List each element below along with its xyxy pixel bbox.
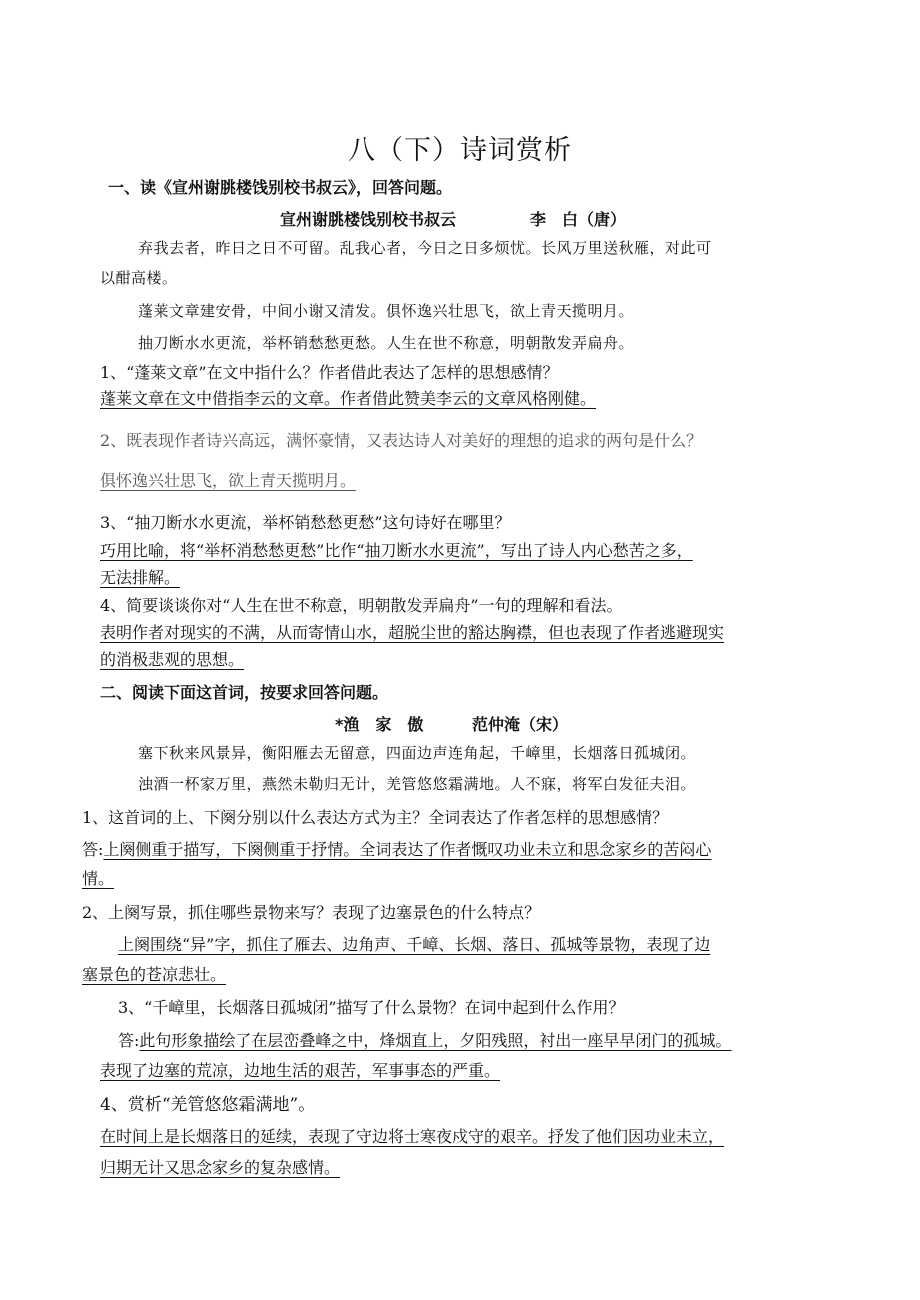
question-1: 1、“蓬莱文章”在文中指什么？作者借此表达了怎样的思想感情？ — [100, 363, 559, 382]
answer-6: 塞景色的苍凉悲壮。 — [82, 965, 227, 984]
page-title: 八（下）诗词赏析 — [348, 135, 572, 166]
poem1-line: 蓬莱文章建安骨，中间小谢又清发。俱怀逸兴壮思飞，欲上青天揽明月。 — [138, 302, 635, 320]
poem1-title: 宣州谢朓楼饯别校书叔云 — [280, 210, 457, 229]
poem2-line: 浊酒一杯家万里，燕然未勒归无计，羌管悠悠霜满地。人不寐，将军白发征夫泪。 — [138, 775, 697, 793]
poem1-line: 以酣高楼。 — [100, 269, 178, 287]
question-2: 2、既表现作者诗兴高远，满怀豪情，又表达诗人对美好的理想的追求的两句是什么？ — [100, 431, 703, 450]
poem1-line: 抽刀断水水更流，举杯销愁愁更愁。人生在世不称意，明朝散发弄扁舟。 — [138, 334, 635, 352]
poem1-author: 李 白（唐） — [530, 210, 627, 229]
section2-heading: 二、阅读下面这首词，按要求回答问题。 — [100, 683, 389, 702]
poem2-line: 塞下秋来风景异，衡阳雁去无留意，四面边声连角起，千嶂里，长烟落日孤城闭。 — [138, 744, 697, 762]
question-4: 4、简要谈谈你对“人生在世不称意，明朝散发弄扁舟”一句的理解和看法。 — [100, 596, 623, 615]
question-8: 4、赏析“羌管悠悠霜满地”。 — [100, 1095, 316, 1115]
answer-7: 此句形象描绘了在层峦叠峰之中，烽烟直上，夕阳残照，衬出一座早早闭门的孤城。 — [139, 1031, 732, 1050]
poem2-title: *渔 家 傲 — [335, 715, 424, 734]
answer-5: 情。 — [82, 869, 115, 888]
answer-1: 蓬莱文章在文中借指李云的文章。作者借此赞美李云的文章风格刚健。 — [100, 389, 597, 408]
answer-3: 巧用比喻，将“举杯消愁愁更愁”比作“抽刀断水水更流”，写出了诗人内心愁苦之多， — [100, 541, 693, 560]
answer-4: 表明作者对现实的不满，从而寄情山水，超脱尘世的豁达胸襟，但也表现了作者逃避现实 — [100, 623, 725, 642]
answer-8: 在时间上是长烟落日的延续，表现了守边将士寒夜戍守的艰辛。抒发了他们因功业未立， — [100, 1127, 725, 1146]
answer-8: 归期无计又思念家乡的复杂感情。 — [100, 1158, 341, 1177]
answer-prefix: 答: — [118, 1031, 140, 1050]
answer-3: 无法排解。 — [100, 568, 181, 587]
question-5: 1、这首词的上、下阕分别以什么表达方式为主？全词表达了作者怎样的思想感情？ — [82, 808, 669, 827]
poem1-line: 弃我去者，昨日之日不可留。乱我心者，今日之日多烦忧。长风万里送秋雁，对此可 — [138, 239, 712, 257]
question-7: 3、“千嶂里，长烟落日孤城闭”描写了什么景物？在词中起到什么作用？ — [118, 998, 625, 1017]
answer-2: 俱怀逸兴壮思飞，欲上青天揽明月。 — [100, 471, 357, 490]
poem2-author: 范仲淹（宋） — [472, 715, 569, 734]
section1-heading: 一、读《宣州谢朓楼饯别校书叔云》，回答问题。 — [108, 178, 453, 197]
answer-5-line — [82, 837, 711, 860]
answer-7-line — [118, 1028, 731, 1051]
answer-5: 上阕侧重于描写，下阕侧重于抒情。全词表达了作者慨叹功业未立和思念家乡的苦闷心 — [103, 840, 712, 859]
answer-7: 表现了边塞的荒凉，边地生活的艰苦，军事事态的严重。 — [100, 1061, 501, 1080]
question-3: 3、“抽刀断水水更流，举杯销愁愁更愁”这句诗好在哪里？ — [100, 513, 511, 532]
question-6: 2、上阕写景，抓住哪些景物来写？表现了边塞景色的什么特点？ — [82, 903, 541, 922]
answer-6: 上阕围绕“异”字，抓住了雁去、边角声、千嶂、长烟、落日、孤城等景物，表现了边 — [118, 935, 711, 954]
answer-prefix: 答: — [82, 840, 104, 859]
answer-4: 的消极悲观的思想。 — [100, 650, 245, 669]
